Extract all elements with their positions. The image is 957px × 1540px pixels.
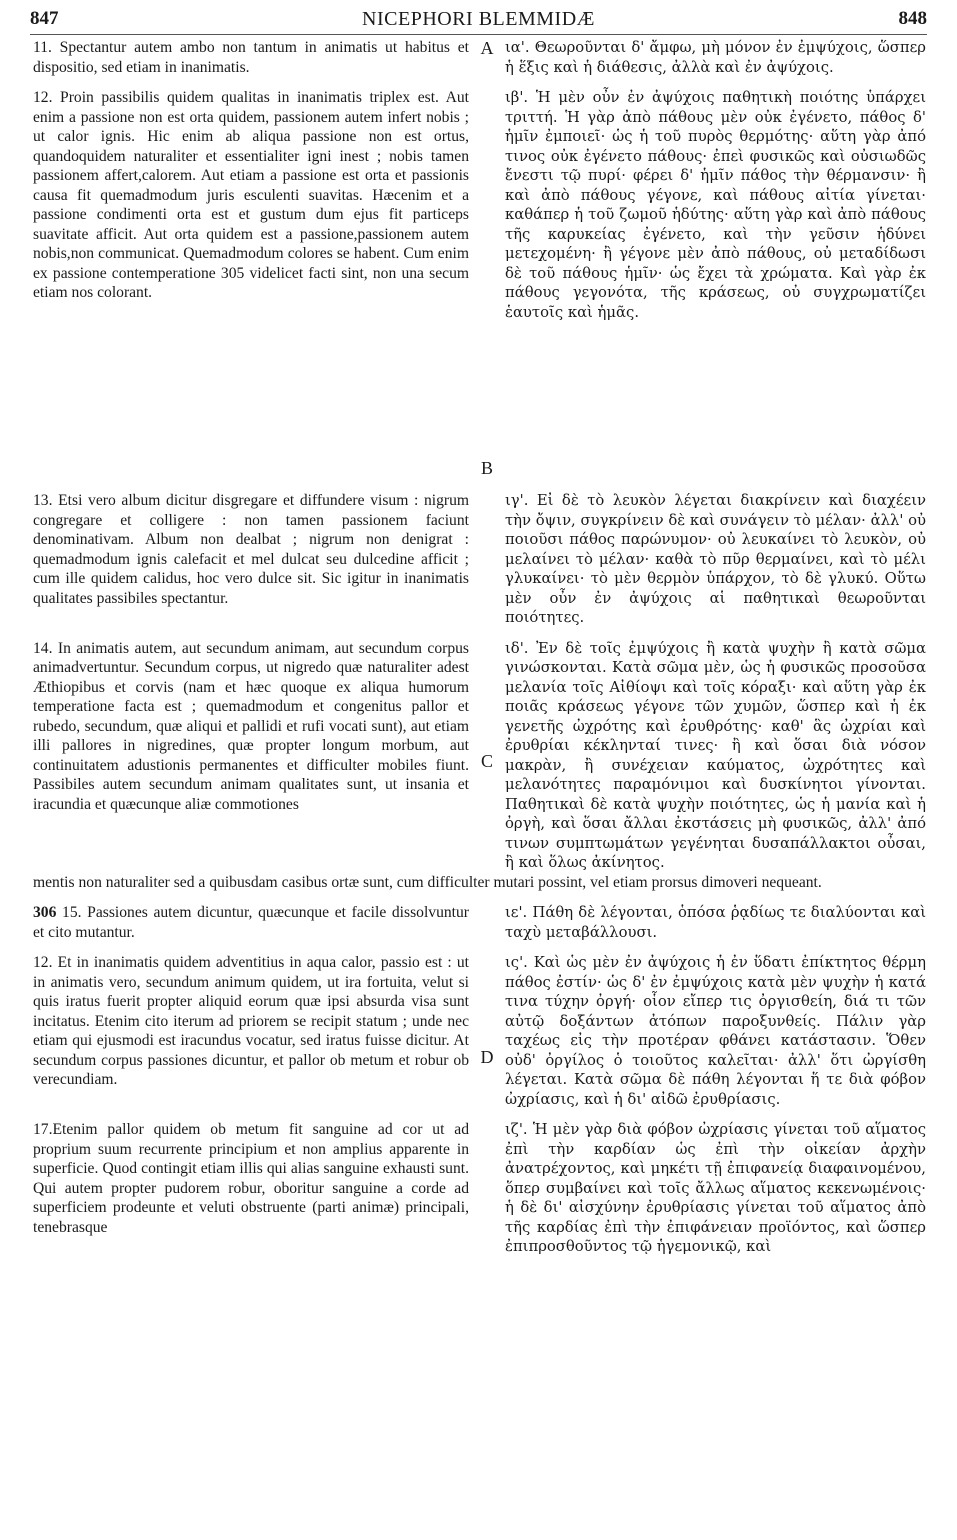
latin-paragraph: 306 15. Passiones autem dicuntur, quæcunque et facile dissolvuntur et cito mutantur. [33, 904, 469, 941]
greek-paragraph: ιζ'. Ἡ μὲν γὰρ διὰ φόβον ὠχρίασις γίνεται τοῦ αἵματος ἐπὶ τὴν καρδίαν ὡς ἐπὶ τὴν οἰκείαν ἀρχὴν ἀνατρέχοντος, καὶ μηκέτι τῇ ἐπιφανείᾳ διαφαινομένου, ὅπερ συμβαίνει καὶ τοῖς ἄλλως αἵματος κεκενωμένοις· ἡ δὲ δι' αἰσχύνην ἐρυθρίασις γίνεται τοῦ αἵματος ἀπὸ τῆς καρδίας ἐπὶ τὴν ἐπιφάνειαν προϊόντος, καὶ ὥσπερ ἐπιπροσθοῦντος τῷ ἡγεμονικῷ, καὶ [505, 1121, 926, 1255]
latin-paragraph: 12. Proin passibilis quidem qualitas in inanimatis triplex est. Aut enim a passione non est orta quidem, passionem autem infert nobis ; ut calor ignis. Hic enim ab aliqua passione non est ortus, quandoquidem naturaliter et essentialiter igni inest ; nobis tamen passionem affert,calorem. Aut etiam a passione est orta et passionis causa fit quemadmodum juris esculenti suavitas. Hæcenim et a passione condimenti orta est et gustum dum ejus fit particeps suavitate afficit. Aut orta quidem est a passione,passionem autem nobis,non communicat. Quemadmodum colores se habent. Cum enim ex passione contemperatione 305 videlicet facti sint, non una secum etiam nos colorant. [33, 89, 469, 301]
section-13 [33, 491, 926, 628]
running-title: NICEPHORI BLEMMIDÆ [362, 8, 595, 30]
greek-paragraph: ιδ'. Ἐν δὲ τοῖς ἐμψύχοις ἢ κατὰ ψυχὴν ἢ κατὰ σῶμα γινώσκονται. Κατὰ σῶμα μὲν, ὡς ἡ φυσικῶς προσοῦσα μελανία τοῖς Αἰθίοψι καὶ τοῖς κόραξι· καὶ αὕτη γὰρ ἐκ ποιᾶς κράσεως γέγονε τῶν χυμῶν, ὥσπερ καὶ ἡ ἐκ γενετῆς ὠχρότης καὶ ἐρυθρότης· καθ' ἃς ὠχρίαι καὶ ἐρυθρίαι κέκληνταί τινες· ἢ καὶ ὅσαι διὰ νόσον μακρὰν, ἢ συνέχειαν καύματος, ὠχρότητες καὶ μελανότητες παραμόνιμοι καὶ δυσκίνητοι γίνονται. Παθητικαὶ δὲ κατὰ ψυχὴν ποιότητες, ὡς ἡ μανία καὶ ἡ ὀργὴ, καὶ ὅσαι ἄλλαι ἐκστάσεις μὴ φυσικῶς, ἀλλ' ἀπό τινων συμπτωμάτων γεγένηται δυσαπάλλακτοι οὖσαι, ἢ καὶ ὅλως ἀκίνητος. [505, 639, 926, 871]
margin-marker: C [480, 750, 493, 771]
latin-paragraph: 14. In animatis autem, aut secundum animam, aut secundum corpus animadvertuntur. Secundum corpus, ut nigredo quæ naturaliter adest Æthiopibus et corvis (nam et hæc quoque ex aliqua humorum temperatione facta est ; quemadmodum et congenitus pallor et rubedo, secundum, quæ aliqui et pallidi et rufi vocati sunt), aut etiam illi pallores in nigredines, quæ propter longum morbum, aut continuitatem adustionis permanentes et difficulter mobiles fiunt. Passibiles autem secundum animam qualitates sunt, ut insania et iracundia et quæcunque aliæ commotiones [33, 639, 469, 813]
section-17 [33, 1120, 926, 1257]
margin-marker: A [480, 38, 494, 58]
page-number-right: 848 [898, 8, 927, 29]
margin-marker [469, 491, 505, 513]
margin-marker [469, 903, 505, 925]
latin-paragraph: 12. Et in inanimatis quidem adventitius in aqua calor, passio est : ut in animatis vero, secundum animum quidem, ut ira fortuita, velut si quis iratus fuerit propter aliquid eorum quæ ipsi absurda visa sunt incitatus. Etenim cito iterum ad priorem se recipit statum ; unde nec etiam qui ejusmodi est iracundus vocatur, sed iratus fuisse dicitur. At secundum corpus passiones dicuntur, et pallor ob metum et robur ob verecundiam. [33, 954, 469, 1088]
page-number-left: 847 [30, 8, 59, 29]
section-16 [33, 953, 926, 1109]
full-width-paragraph: mentis non naturaliter sed a quibusdam casibus ortæ sunt, cum difficulter mutari possint, vel etiam prorsus dimoveri nequeant. [33, 873, 822, 891]
margin-marker: B [480, 458, 493, 478]
greek-paragraph: ια'. Θεωροῦνται δ' ἄμφω, μὴ μόνον ἐν ἐμψύχοις, ὥσπερ ἡ ἕξις καὶ ἡ διάθεσις, ἀλλὰ καὶ ἐν ἀψύχοις. [505, 39, 926, 76]
greek-paragraph: ιβ'. Ἡ μὲν οὖν ἐν ἀψύχοις παθητικὴ ποιότης ὑπάρχει τριττή. Ἡ γὰρ ἀπὸ πάθους μὲν οὐκ ἐγένετο, πάθος δ' ἡμῖν ἐμποιεῖ· ὡς ἡ τοῦ πυρὸς θερμότης· αὕτη γὰρ ἀπό τινος οὐκ ἐγένετο πάθους· ἐπεὶ φυσικῶς καὶ οὐσιωδῶς ἔνεστι τῷ πυρί· φέρει δ' ἡμῖν πάθος τὴν θέρμανσιν· ἢ καὶ ἀπὸ πάθους γέγονε, καὶ πάθους αἰτία γίνεται· καθάπερ ἡ τοῦ ζωμοῦ ἡδύτης· αὕτη γὰρ καὶ ἀπὸ πάθους τῆς καρυκείας ἐγένετο, καὶ τὴν γεῦσιν ἡδύνει μετεχομένη· ἢ γέγονε μὲν ἀπὸ πάθους, οὐ μεταδίδωσι δὲ τοῦ πάθους ἡμῖν· ὡς ἔχει τὰ χρώματα. Καὶ γὰρ ἐκ πάθους γεγονότα, τῆς κράσεως, οὐ συγχρωματίζει ἑαυτοῖς καὶ ἡμᾶς. [505, 89, 926, 321]
latin-paragraph: 17.Etenim pallor quidem ob metum fit sanguine ad cor ut ad proprium suum recurrente principium et non amplius apparente in superficie. Quod contingit etiam illis qui alias sanguine exhausti sunt. Qui autem propter pudorem robur, oboritur sanguine a corde ad superficiem prodeunte et veluti obstruente (parti animæ) principali, tenebrasque [33, 1121, 469, 1236]
section-15 [33, 903, 926, 942]
header-rule [30, 34, 927, 35]
section-14-continued [33, 873, 926, 893]
section-14 [33, 639, 926, 873]
latin-paragraph: 13. Etsi vero album dicitur disgregare et diffundere visum : nigrum congregare et colligere : non tamen passionem faciunt denominativam. Album non dealbat ; nigrum non denigrat : quemadmodum ignis calefacit et mel dulcat seu dulcedine afficit ; cum ille quidem calidus, hoc vero dulce sit. Sic igitur in inanimatis qualitates passibiles spectantur. [33, 492, 469, 607]
page-header [30, 8, 927, 34]
section-11 [33, 38, 926, 77]
margin-marker: D [480, 1047, 494, 1067]
greek-paragraph: ις'. Καὶ ὡς μὲν ἐν ἀψύχοις ἡ ἐν ὕδατι ἐπίκτητος θέρμη πάθος ἐστίν· ὡς δ' ἐν ἐμψύχοις κατὰ μὲν ψυχὴν ἡ κατά τινα τύχην ὀργή· οἷον εἴπερ τις ὀργισθείη, διά τι τῶν αὐτῷ δοξάντων ἀτόπων παροξυνθείς. Πάλιν γὰρ ταχέως εἰς τὴν προτέραν φθάνει κατάστασιν. Ὅθεν οὐδ' ὀργίλος ὁ τοιοῦτος καλεῖται· ἀλλ' ὅτι ὠργίσθη λέγεται. Κατὰ σῶμα δὲ πάθη λέγονται ἥ τε διὰ φόβον ὠχρίασις, καὶ ἡ δι' αἰδῶ ἐρυθρίασις. [505, 954, 926, 1108]
section-12 [33, 88, 926, 480]
column-number: 306 [33, 904, 57, 921]
margin-marker [469, 1120, 505, 1142]
greek-paragraph: ιε'. Πάθη δὲ λέγονται, ὁπόσα ῥᾳδίως τε διαλύονται καὶ ταχὺ μεταβάλλουσι. [505, 904, 926, 941]
two-column-body [33, 38, 926, 1257]
greek-paragraph: ιγ'. Εἰ δὲ τὸ λευκὸν λέγεται διακρίνειν καὶ διαχέειν τὴν ὄψιν, συγκρίνειν δὲ καὶ συνάγειν τὸ μέλαν· ἀλλ' οὐ ποιοῦσι πάθος παρώνυμον· οὐ λευκαίνει τὸ λευκὸν, οὐ μελαίνει τὸ μέλαν· καθὰ τὸ πῦρ θερμαίνει, καὶ τὸ μέλι γλυκαίνει· τὸ μὲν θερμὸν ὑπάρχον, τὸ δὲ γλυκύ. Οὕτω μὲν οὖν ἐν ἀψύχοις αἱ παθητικαὶ θεωροῦνται ποιότητες. [505, 492, 926, 626]
latin-paragraph: 11. Spectantur autem ambo non tantum in animatis ut habitus et dispositio, sed etiam in inanimatis. [33, 39, 469, 76]
